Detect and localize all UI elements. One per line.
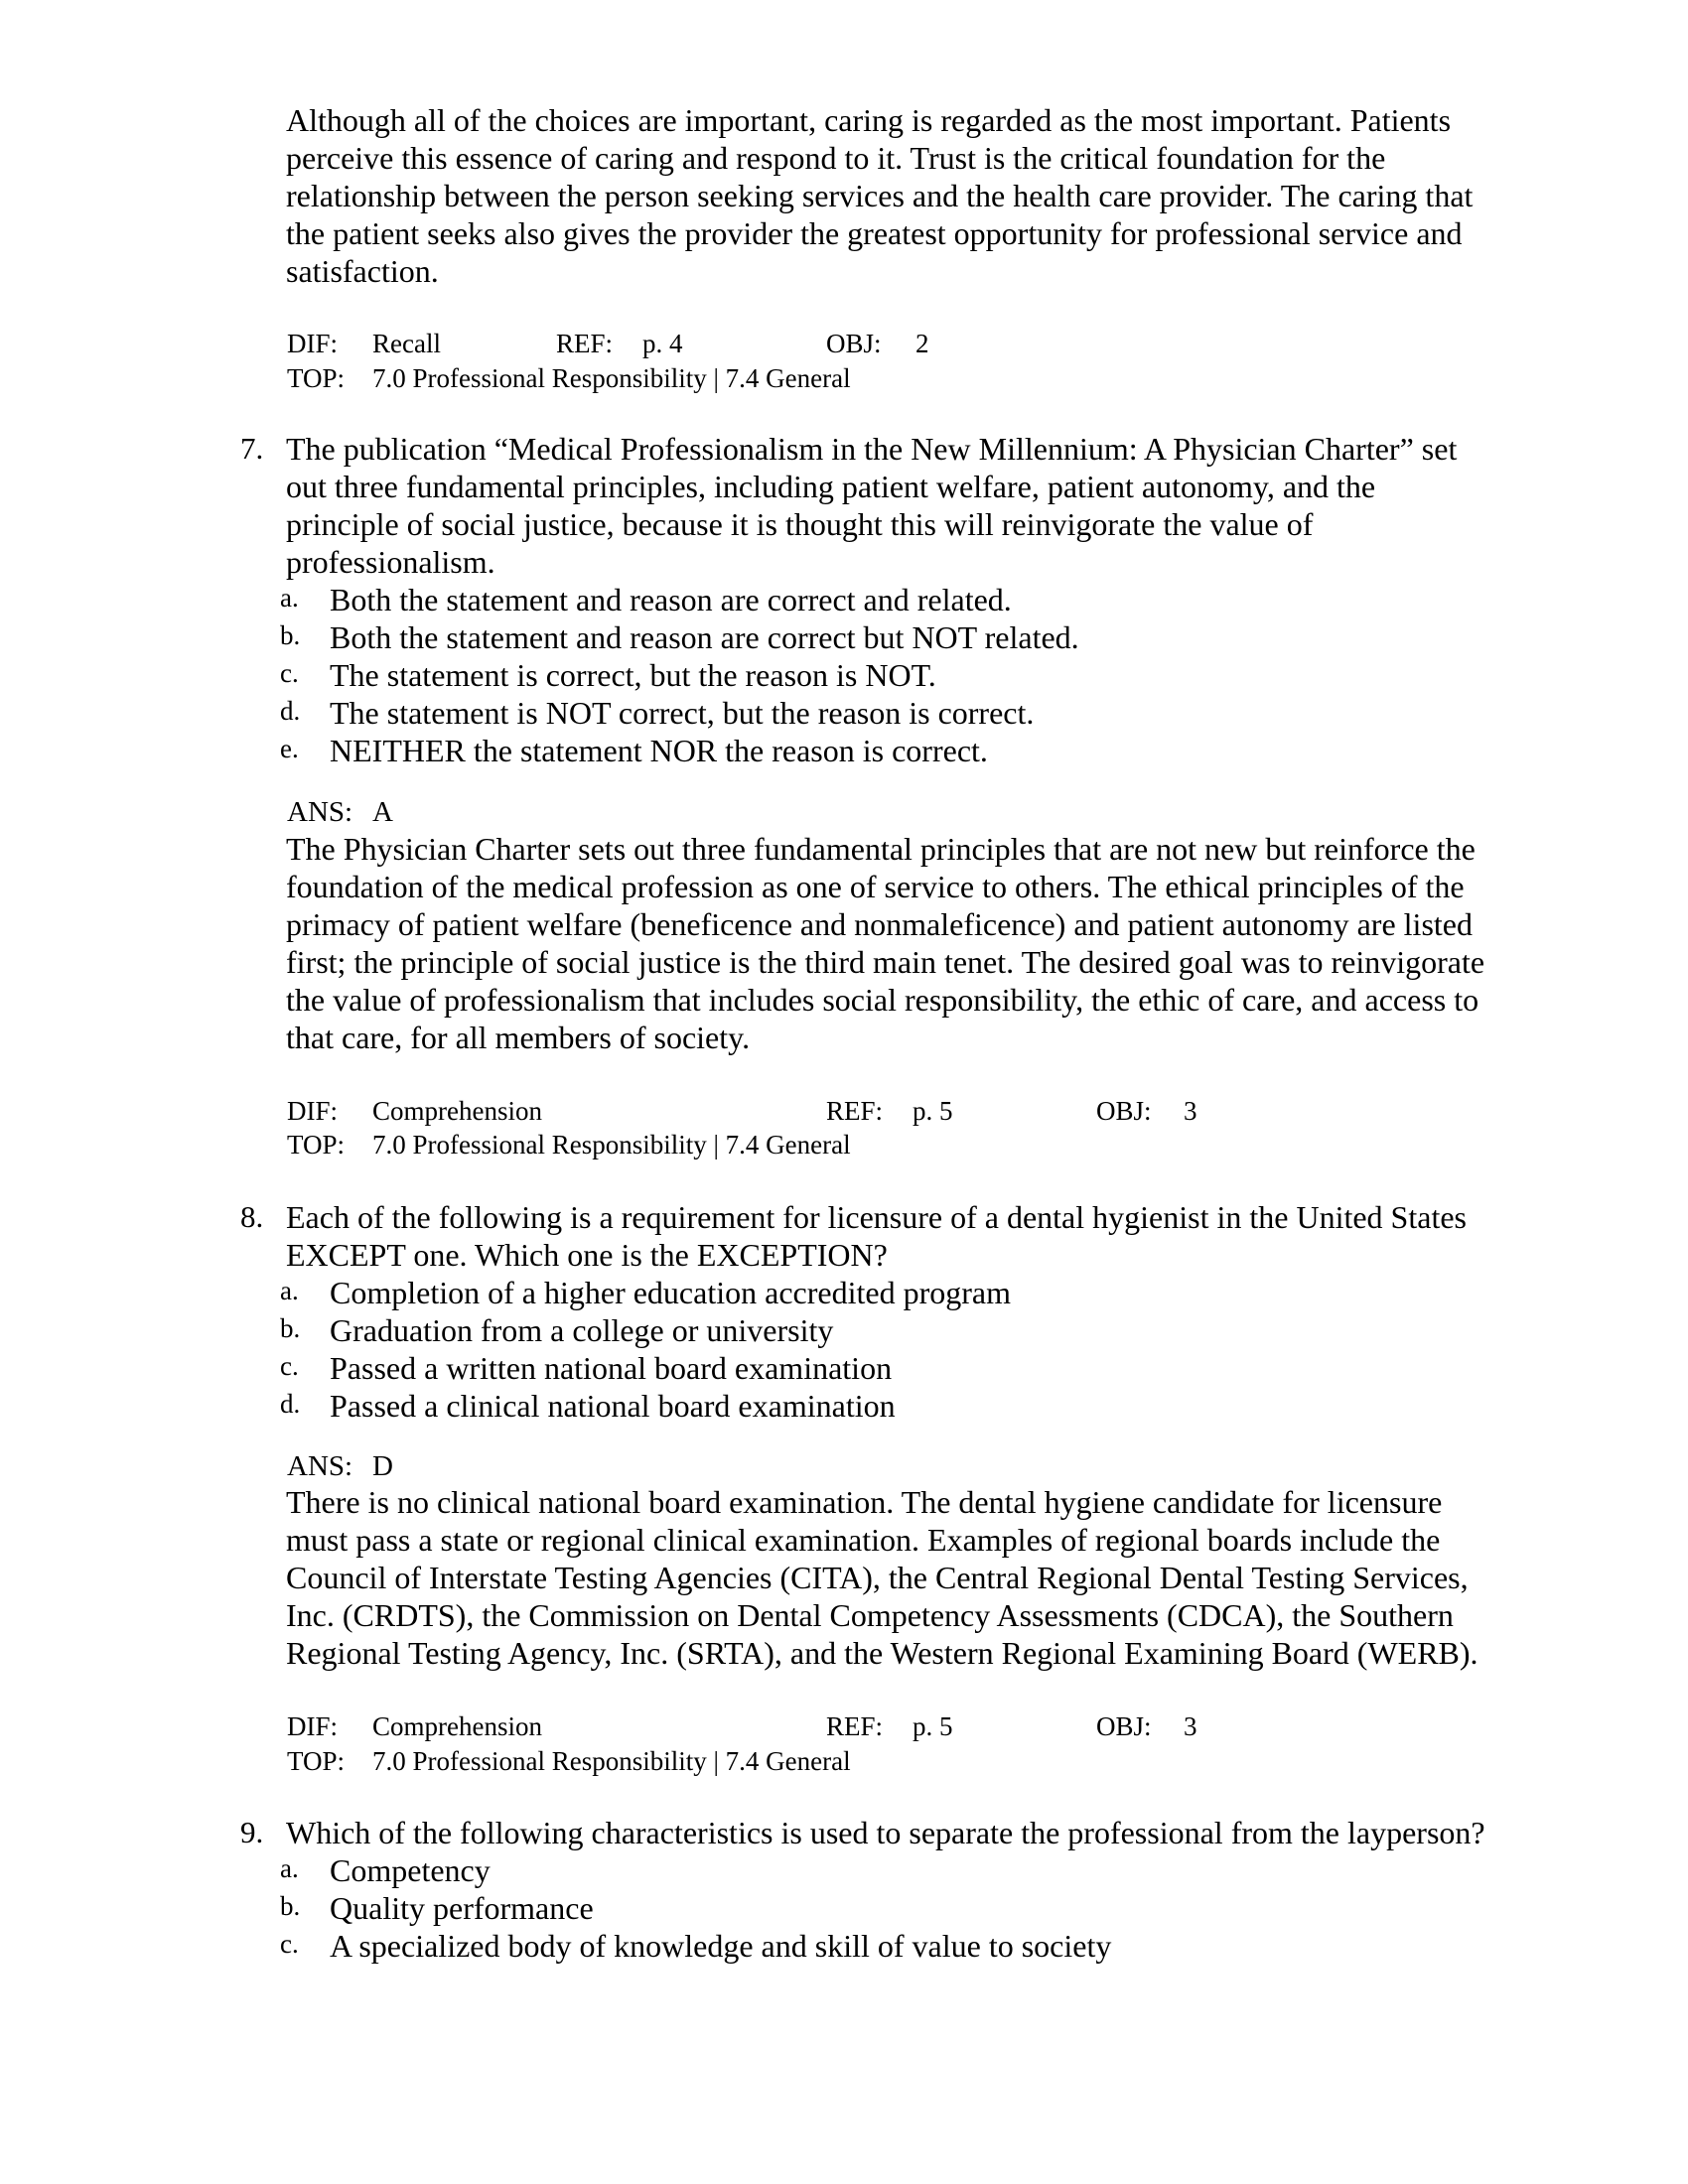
obj-label: OBJ:	[826, 329, 882, 358]
option-letter: c.	[280, 1929, 299, 1959]
question-stem-line: Each of the following is a requirement for licensure of a dental hygienist in the United States	[286, 1199, 1467, 1235]
answer-label: ANS:	[287, 796, 353, 828]
top-value: 7.0 Professional Responsibility | 7.4 General	[372, 1130, 851, 1160]
dif-label: DIF:	[287, 1711, 339, 1741]
rationale-line: perceive this essence of caring and respond to it. Trust is the critical foundation for the	[286, 140, 1386, 176]
question-stem-line: The publication “Medical Professionalism in the New Millennium: A Physician Charter” set	[286, 431, 1458, 467]
top-value: 7.0 Professional Responsibility | 7.4 General	[372, 1746, 851, 1776]
option-text: A specialized body of knowledge and skill of value to society	[330, 1928, 1112, 1964]
option-letter: b.	[280, 620, 301, 650]
option-text: NEITHER the statement NOR the reason is correct.	[330, 733, 988, 768]
option-text: Both the statement and reason are correct and related.	[330, 582, 1012, 617]
rationale-line: relationship between the person seeking services and the health care provider. The caring that	[286, 178, 1474, 213]
top-value: 7.0 Professional Responsibility | 7.4 General	[372, 363, 851, 393]
rationale-line: Council of Interstate Testing Agencies (CITA), the Central Regional Dental Testing Services,	[286, 1560, 1469, 1595]
question-stem-line: EXCEPT one. Which one is the EXCEPTION?	[286, 1237, 888, 1273]
obj-label: OBJ:	[1096, 1096, 1152, 1126]
option-letter: d.	[280, 1389, 301, 1419]
question-number: 7.	[240, 431, 264, 466]
question-stem-line: out three fundamental principles, including patient welfare, patient autonomy, and the	[286, 469, 1376, 504]
option-letter: e.	[280, 734, 299, 763]
answer-value: D	[372, 1450, 393, 1482]
option-letter: b.	[280, 1313, 301, 1343]
answer-value: A	[372, 796, 393, 828]
obj-value: 3	[1184, 1711, 1197, 1741]
question-number: 8.	[240, 1199, 264, 1234]
dif-label: DIF:	[287, 1096, 339, 1126]
obj-label: OBJ:	[1096, 1711, 1152, 1741]
ref-value: p. 5	[913, 1096, 953, 1126]
rationale-line: satisfaction.	[286, 253, 439, 289]
rationale-line: Regional Testing Agency, Inc. (SRTA), and the Western Regional Examining Board (WERB).	[286, 1635, 1478, 1671]
ref-label: REF:	[556, 329, 614, 358]
dif-label: DIF:	[287, 329, 339, 358]
rationale-line: Inc. (CRDTS), the Commission on Dental Competency Assessments (CDCA), the Southern	[286, 1597, 1454, 1633]
rationale-line: that care, for all members of society.	[286, 1020, 751, 1055]
option-text: The statement is NOT correct, but the reason is correct.	[330, 695, 1035, 731]
option-text: Quality performance	[330, 1890, 594, 1926]
rationale-line: first; the principle of social justice is the third main tenet. The desired goal was to reinvigorate	[286, 944, 1485, 980]
option-text: Passed a written national board examination	[330, 1350, 893, 1386]
option-text: Both the statement and reason are correct but NOT related.	[330, 619, 1079, 655]
option-letter: c.	[280, 1351, 299, 1381]
question-stem-line: principle of social justice, because it is thought this will reinvigorate the value of	[286, 506, 1314, 542]
answer-label: ANS:	[287, 1450, 353, 1482]
ref-label: REF:	[826, 1711, 884, 1741]
question-stem-line: Which of the following characteristics is used to separate the professional from the layperson?	[286, 1815, 1485, 1850]
option-letter: a.	[280, 583, 299, 613]
rationale-line: The Physician Charter sets out three fundamental principles that are not new but reinforce the	[286, 831, 1476, 867]
option-letter: a.	[280, 1853, 299, 1883]
question-stem-line: professionalism.	[286, 544, 495, 580]
question-number: 9.	[240, 1815, 264, 1849]
obj-value: 3	[1184, 1096, 1197, 1126]
ref-label: REF:	[826, 1096, 884, 1126]
rationale-line: primacy of patient welfare (beneficence and nonmaleficence) and patient autonomy are listed	[286, 906, 1473, 942]
top-label: TOP:	[287, 1746, 346, 1776]
top-label: TOP:	[287, 1130, 346, 1160]
dif-value: Recall	[372, 329, 441, 358]
option-text: Graduation from a college or university	[330, 1312, 834, 1348]
rationale-line: the value of professionalism that includes social responsibility, the ethic of care, and access to	[286, 982, 1479, 1018]
rationale-line: the patient seeks also gives the provider the greatest opportunity for professional service and	[286, 215, 1463, 251]
option-letter: b.	[280, 1891, 301, 1921]
ref-value: p. 5	[913, 1711, 953, 1741]
option-letter: c.	[280, 658, 299, 688]
dif-value: Comprehension	[372, 1096, 542, 1126]
dif-value: Comprehension	[372, 1711, 542, 1741]
ref-value: p. 4	[642, 329, 683, 358]
option-text: Completion of a higher education accredited program	[330, 1275, 1011, 1310]
rationale-line: must pass a state or regional clinical examination. Examples of regional boards include the	[286, 1522, 1441, 1558]
rationale-line: Although all of the choices are important, caring is regarded as the most important. Patients	[286, 102, 1452, 138]
option-text: Competency	[330, 1852, 491, 1888]
top-label: TOP:	[287, 363, 346, 393]
obj-value: 2	[915, 329, 929, 358]
option-text: The statement is correct, but the reason is NOT.	[330, 657, 936, 693]
option-letter: d.	[280, 696, 301, 726]
rationale-line: foundation of the medical profession as one of service to others. The ethical principles of the	[286, 869, 1465, 904]
option-text: Passed a clinical national board examination	[330, 1388, 896, 1424]
option-letter: a.	[280, 1276, 299, 1305]
rationale-line: There is no clinical national board examination. The dental hygiene candidate for licensure	[286, 1484, 1443, 1520]
